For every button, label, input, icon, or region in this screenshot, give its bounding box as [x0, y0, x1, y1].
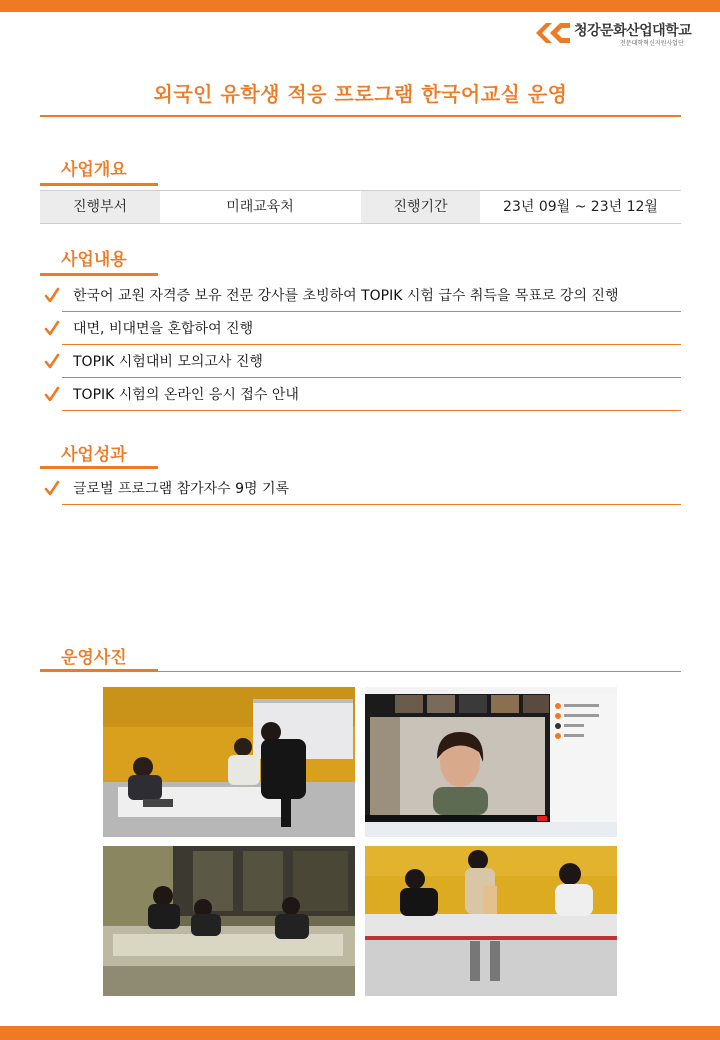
list-item-divider: [62, 504, 681, 505]
section-divider: [158, 671, 681, 672]
section-heading-photos: 운영사진: [61, 648, 127, 668]
logo-subtitle: 전문대학혁신지원사업단: [620, 40, 684, 47]
section-heading-results: 사업성과: [61, 445, 127, 465]
list-item: [40, 279, 681, 312]
checkmark-icon: [44, 480, 60, 496]
period-label: 진행기간: [361, 191, 480, 223]
section-underline: [40, 273, 158, 276]
classroom-photo: [365, 846, 617, 996]
checkmark-icon: [44, 287, 60, 303]
dept-value: 미래교육처: [226, 199, 294, 215]
list-item-text: TOPIK 시험의 온라인 응시 접수 안내: [73, 387, 299, 403]
top-accent-bar: [0, 0, 720, 12]
university-logo: [534, 20, 714, 50]
list-item: [40, 472, 681, 505]
checkmark-icon: [44, 353, 60, 369]
list-item-text: 글로벌 프로그램 참가자수 9명 기록: [73, 481, 290, 497]
checkmark-icon: [44, 320, 60, 336]
section-heading-overview: 사업개요: [61, 160, 127, 180]
bottom-accent-bar: [0, 1026, 720, 1040]
list-item-text: TOPIK 시험대비 모의고사 진행: [73, 354, 263, 370]
list-item-text: 대면, 비대면을 혼합하여 진행: [73, 321, 254, 337]
list-item-divider: [62, 410, 681, 411]
page-title: 외국인 유학생 적응 프로그램 한국어교실 운영: [153, 82, 568, 106]
logo-name: 청강문화산업대학교: [574, 23, 692, 39]
video-call-screenshot: [365, 687, 617, 837]
overview-table: [40, 190, 681, 224]
classroom-photo: [103, 687, 355, 837]
section-underline: [40, 183, 158, 186]
dept-label: 진행부서: [40, 191, 160, 223]
section-underline: [40, 466, 158, 469]
list-item: [40, 345, 681, 378]
list-item: [40, 312, 681, 345]
classroom-photo: [103, 846, 355, 996]
list-item: [40, 378, 681, 411]
checkmark-icon: [44, 386, 60, 402]
period-value: 23년 09월 ~ 23년 12월: [503, 199, 658, 215]
list-item-text: 한국어 교원 자격증 보유 전문 강사를 초빙하여 TOPIK 시험 급수 취득을 목표로 강의 진행: [73, 288, 619, 304]
section-underline: [40, 669, 158, 672]
logo-mark-icon: [534, 21, 572, 45]
section-heading-content: 사업내용: [61, 250, 127, 270]
title-divider: [40, 115, 681, 117]
